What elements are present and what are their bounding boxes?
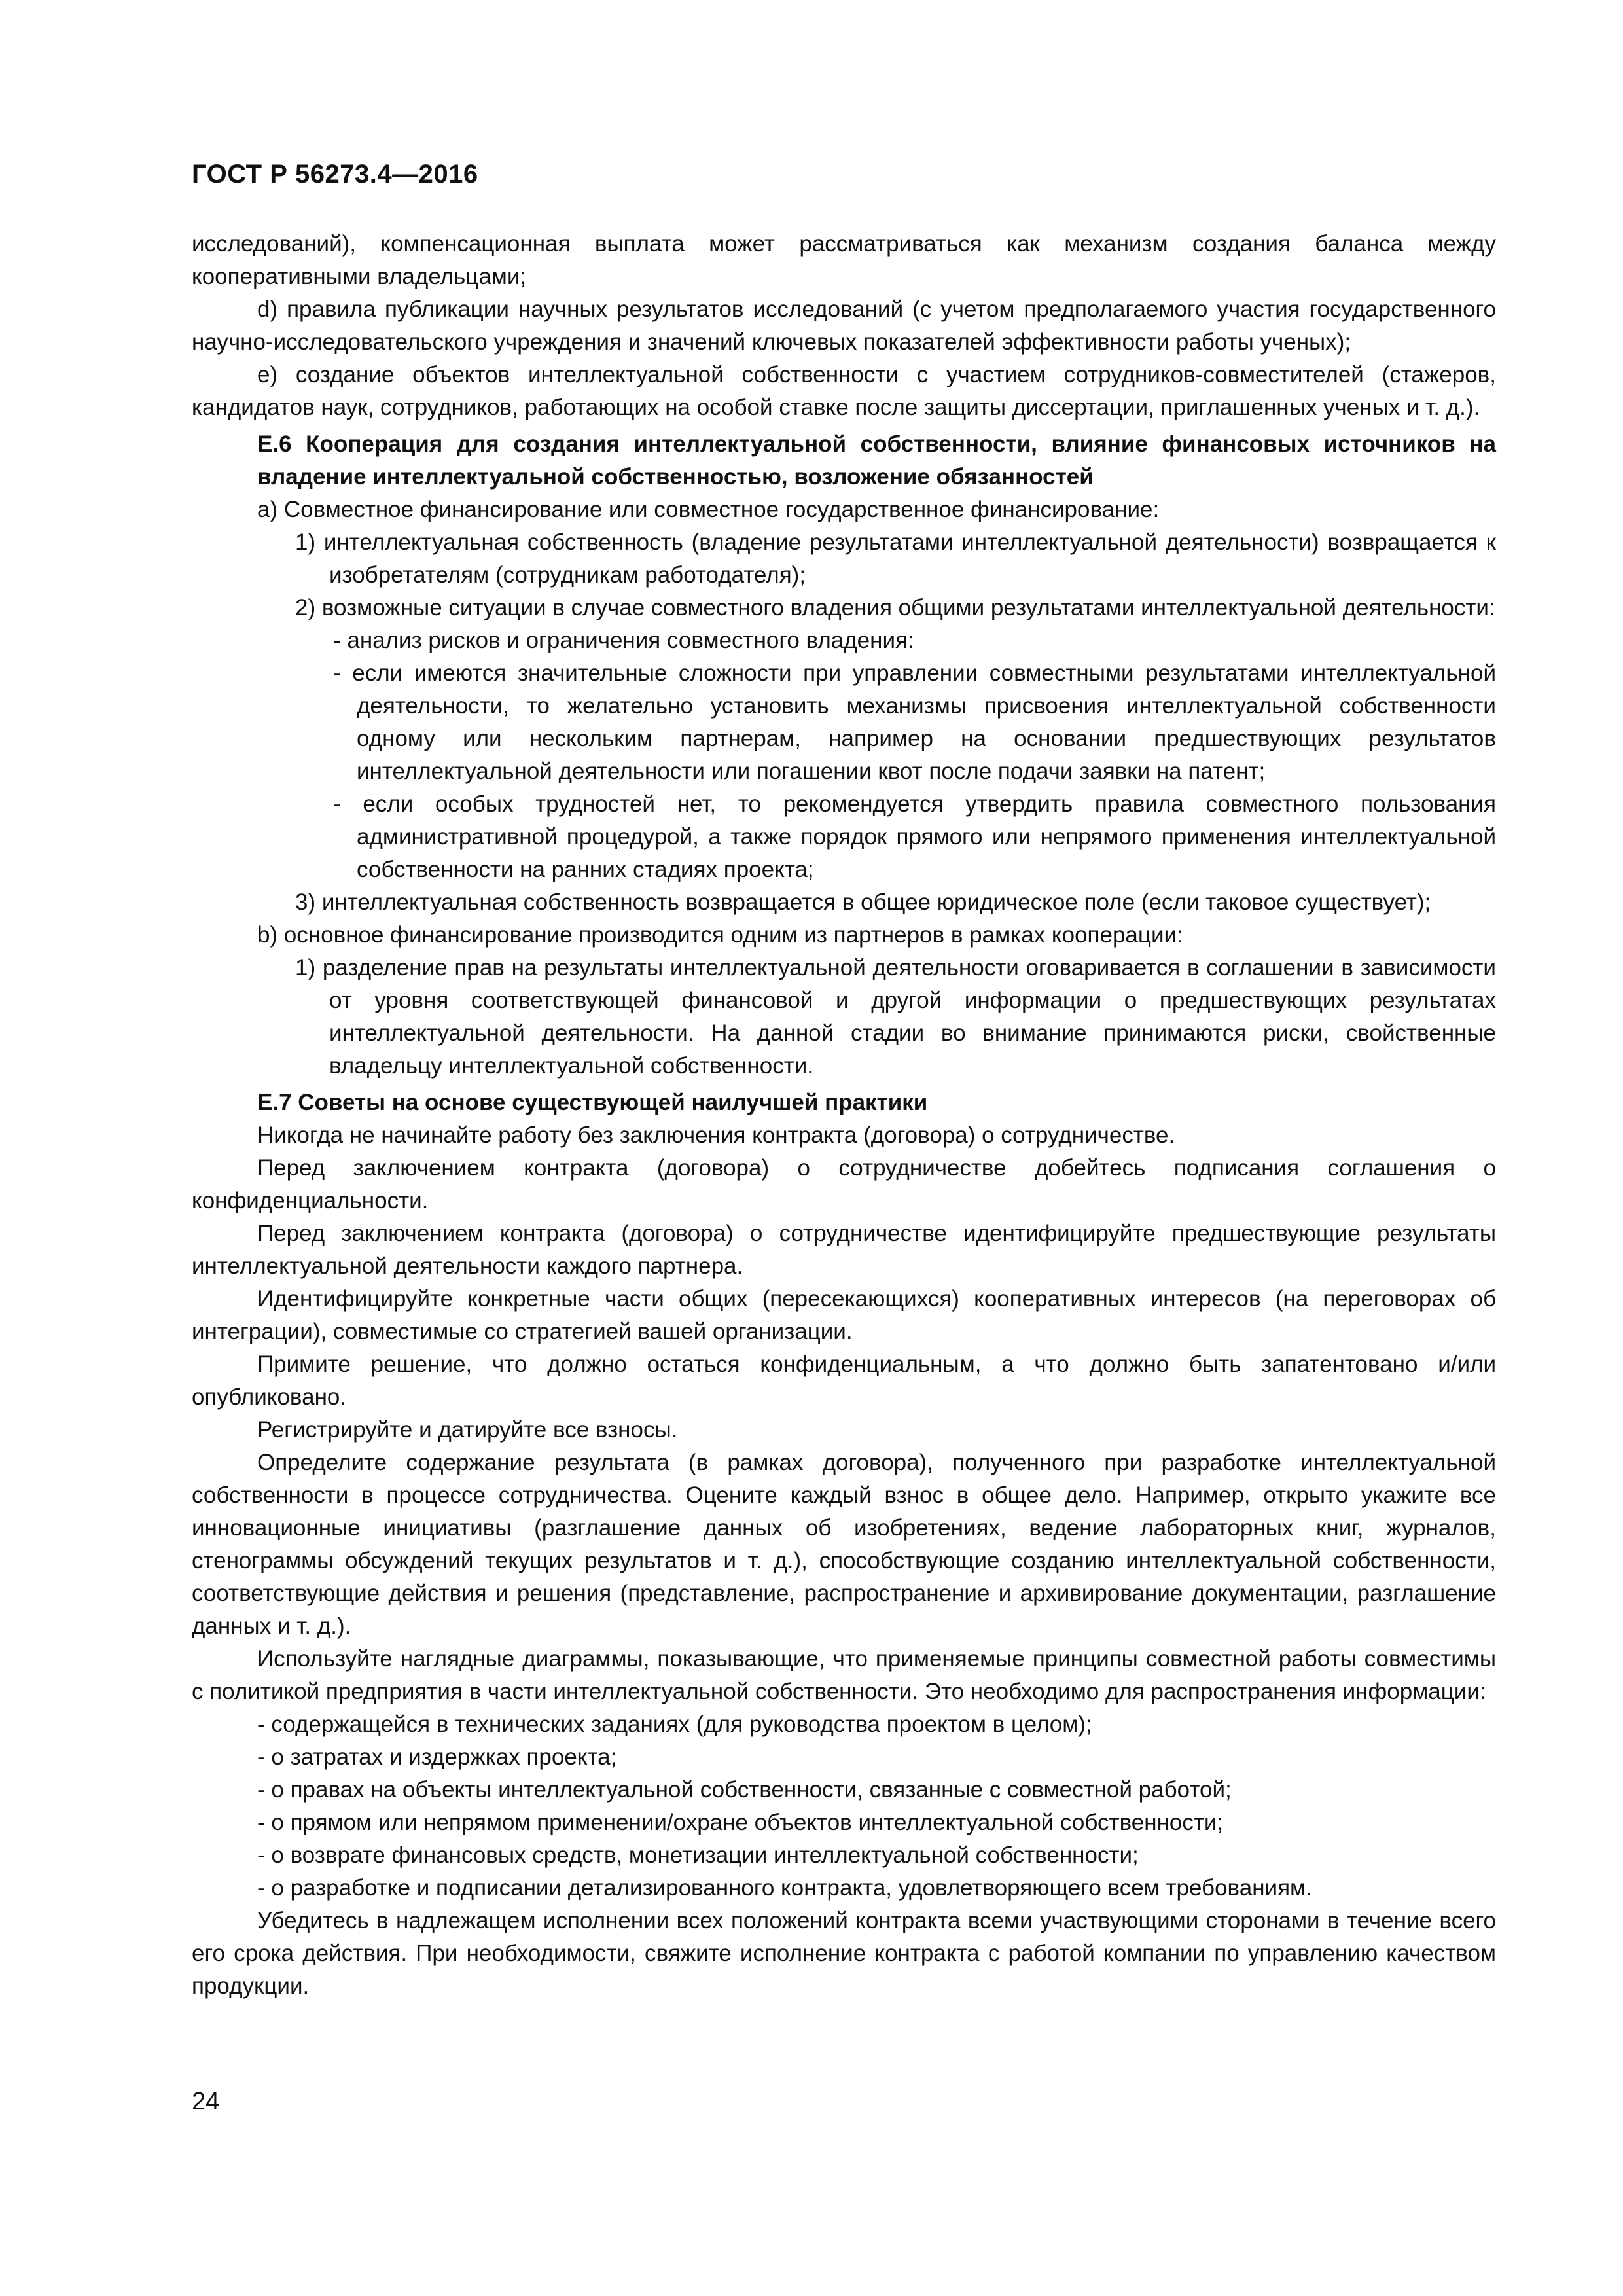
dash-item: - о возврате финансовых средств, монетизации интеллектуальной собственности; xyxy=(257,1842,1139,1868)
dash-item: - если имеются значительные сложности при управлении совместными результатами интеллектуальной деятельности, то желательно установить механизмы присвоения интеллектуальной собственности одному или нескольким партнерам, например на основании предшествующих результатов интеллектуальной деятельности или погашении квот после подачи заявки на патент; xyxy=(333,660,1496,784)
paragraph: Примите решение, что должно остаться конфиденциальным, а что должно быть запатентовано и/или опубликовано. xyxy=(192,1352,1496,1410)
list-item-b1: 1) разделение прав на результаты интеллектуальной деятельности оговаривается в соглашении в зависимости от уровня соответствующей финансовой и другой информации о предшествующих результатах интеллектуальной деятельности. На данной стадии во внимание принимаются риски, свойственные владельцу интеллектуальной собственности. xyxy=(295,955,1496,1079)
paragraph: Перед заключением контракта (договора) о сотрудничестве идентифицируйте предшествующие результаты интеллектуальной деятельности каждого партнера. xyxy=(192,1221,1496,1279)
paragraph: Никогда не начинайте работу без заключения контракта (договора) о сотрудничестве. xyxy=(257,1122,1175,1148)
paragraph: Используйте наглядные диаграммы, показывающие, что применяемые принципы совместной работы совместимы с политикой предприятия в части интеллектуальной собственности. Это необходимо для распространения информации: xyxy=(192,1646,1496,1704)
paragraph: исследований), компенсационная выплата может рассматриваться как механизм создания баланса между кооперативными владельцами; xyxy=(192,231,1496,289)
dash-item: - о затратах и издержках проекта; xyxy=(257,1744,617,1770)
paragraph: Регистрируйте и датируйте все взносы. xyxy=(257,1417,678,1443)
section-heading-e6: Е.6 Кооперация для создания интеллектуальной собственности, влияние финансовых источников на владение интеллектуальной собственностью, возложение обязанностей xyxy=(257,431,1496,490)
list-item-a3: 3) интеллектуальная собственность возвращается в общее юридическое поле (если таковое существует); xyxy=(295,889,1431,915)
dash-item: - содержащейся в технических заданиях (для руководства проектом в целом); xyxy=(257,1712,1092,1737)
list-item-d: d) правила публикации научных результатов исследований (с учетом предполагаемого участия государственного научно-исследовательского учреждения и значений ключевых показателей эффективности работы ученых); xyxy=(192,296,1496,355)
list-item-a1: 1) интеллектуальная собственность (владение результатами интеллектуальной деятельности) возвращается к изобретателям (сотрудникам работодателя); xyxy=(295,529,1496,588)
dash-item: - анализ рисков и ограничения совместного владения: xyxy=(333,628,914,653)
dash-item: - если особых трудностей нет, то рекомендуется утвердить правила совместного пользования административной процедурой, а также порядок прямого или непрямого применения интеллектуальной собственности на ранних стадиях проекта; xyxy=(333,791,1496,882)
list-item-e: e) создание объектов интеллектуальной собственности с участием сотрудников-совместителей (стажеров, кандидатов наук, сотрудников, работающих на особой ставке после защиты диссертации, приглашенных ученых и т. д.). xyxy=(192,362,1496,420)
page-body xyxy=(192,228,1496,2003)
list-item-a: a) Совместное финансирование или совместное государственное финансирование: xyxy=(257,497,1160,522)
dash-item: - о прямом или непрямом применении/охране объектов интеллектуальной собственности; xyxy=(257,1810,1224,1835)
paragraph: Идентифицируйте конкретные части общих (пересекающихся) кооперативных интересов (на переговорах об интеграции), совместимые со стратегией вашей организации. xyxy=(192,1286,1496,1344)
standard-title: ГОСТ Р 56273.4—2016 xyxy=(192,160,478,188)
dash-item: - о правах на объекты интеллектуальной собственности, связанные с совместной работой; xyxy=(257,1777,1232,1803)
dash-item: - о разработке и подписании детализированного контракта, удовлетворяющего всем требованиям. xyxy=(257,1875,1312,1901)
page-number: 24 xyxy=(192,2088,220,2115)
paragraph: Перед заключением контракта (договора) о сотрудничестве добейтесь подписания соглашения о конфиденциальности. xyxy=(192,1155,1496,1213)
paragraph: Определите содержание результата (в рамках договора), полученного при разработке интеллектуальной собственности в процессе сотрудничества. Оцените каждый взнос в общее дело. Например, открыто укажите все инновационные инициативы (разглашение данных об изобретениях, ведение лабораторных книг, журналов, стенограммы обсуждений текущих результатов и т. д.), способствующие созданию интеллектуальной собственности, соответствующие действия и решения (представление, распространение и архивирование документации, разглашение данных и т. д.). xyxy=(192,1450,1496,1639)
list-item-a2: 2) возможные ситуации в случае совместного владения общими результатами интеллектуальной деятельности: xyxy=(295,595,1495,620)
list-item-b: b) основное финансирование производится одним из партнеров в рамках кооперации: xyxy=(257,922,1183,948)
paragraph: Убедитесь в надлежащем исполнении всех положений контракта всеми участвующими сторонами в течение всего его срока действия. При необходимости, свяжите исполнение контракта с работой компании по управлению качеством продукции. xyxy=(192,1908,1496,1999)
section-heading-e7: Е.7 Советы на основе существующей наилучшей практики xyxy=(257,1090,928,1115)
